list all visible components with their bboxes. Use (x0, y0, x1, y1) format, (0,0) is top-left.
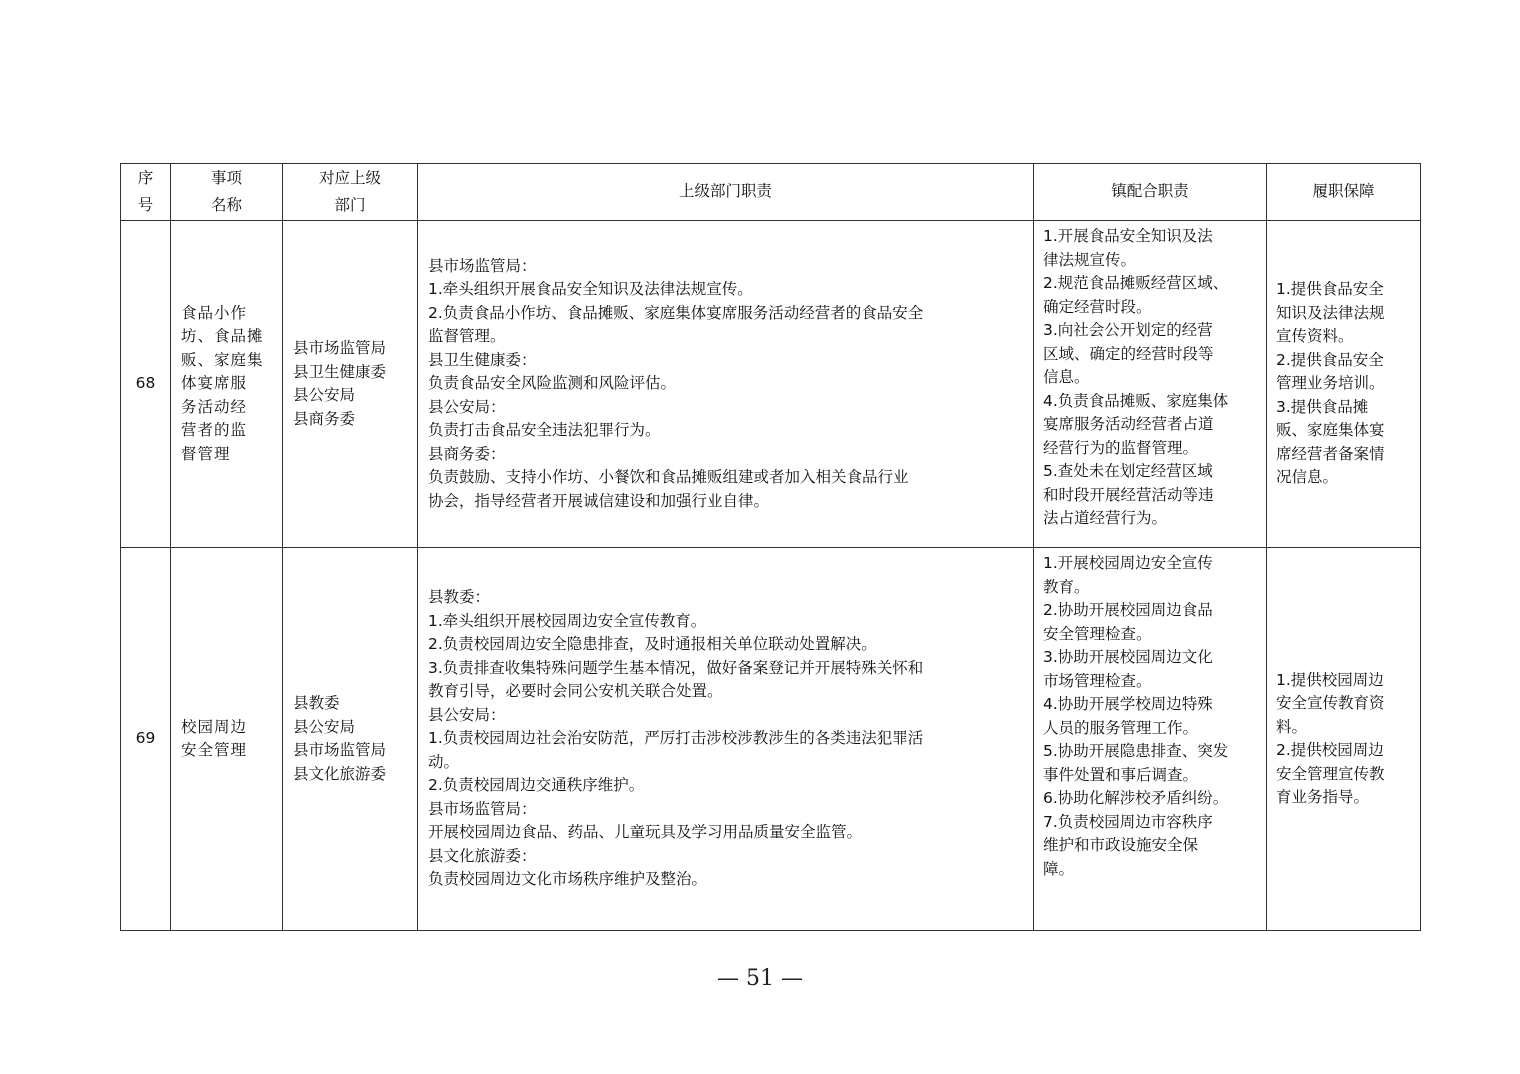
guarantee-line: 3.提供食品摊 (1276, 397, 1369, 416)
table-row (121, 548, 1421, 931)
page-number: — 51 — (717, 966, 803, 991)
town-duty-line: 1.开展食品安全知识及法 (1043, 227, 1213, 245)
town-duty-line: 4.负责食品摊贩、家庭集体 (1043, 391, 1229, 410)
town-duty-line: 安全管理检查。 (1043, 624, 1152, 643)
header-row (121, 164, 1421, 221)
item-name-line: 体宴席服 (181, 374, 248, 393)
guarantee (1267, 221, 1421, 548)
town-duty-line: 2.规范食品摊贩经营区域、 (1043, 274, 1229, 292)
town-duty-line: 障。 (1043, 859, 1075, 878)
guarantee-line: 1.提供校园周边 (1276, 670, 1384, 689)
superior-duty-line: 动。 (428, 752, 460, 771)
town-duty (1034, 221, 1267, 548)
item-name (171, 548, 283, 931)
superior-duty-line: 负责校园周边文化市场秩序维护及整治。 (428, 870, 708, 889)
town-duty-line: 维护和市政设施安全保 (1043, 836, 1199, 854)
guarantee-line: 安全宣传教育资 (1276, 694, 1385, 712)
guarantee-line: 育业务指导。 (1276, 788, 1370, 806)
town-duty-line: 7.负责校园周边市容秩序 (1043, 812, 1213, 831)
town-duty-line: 经营行为的监督管理。 (1043, 438, 1199, 457)
superior-duty-line: 协会，指导经营者开展诚信建设和加强行业自律。 (428, 491, 770, 510)
town-duty-line: 1.开展校园周边安全宣传 (1043, 554, 1213, 572)
duty-table (120, 163, 1421, 931)
superior-dept-line: 县卫生健康委 (293, 362, 387, 381)
guarantee-line: 料。 (1276, 717, 1308, 736)
header-superior-duty: 上级部门职责 (418, 164, 1034, 221)
superior-dept (283, 548, 418, 931)
superior-duty-line: 3.负责排查收集特殊问题学生基本情况，做好备案登记并开展特殊关怀和 (428, 658, 924, 677)
town-duty-line: 教育。 (1043, 577, 1090, 596)
town-duty-line: 事件处置和事后调查。 (1043, 765, 1199, 784)
duty-table-wrapper (120, 163, 1421, 931)
guarantee-line: 安全管理宣传教 (1276, 764, 1385, 783)
header-item-name: 事项 名称 (171, 164, 283, 221)
town-duty-line: 4.协助开展学校周边特殊 (1043, 695, 1213, 713)
superior-duty-line: 县文化旅游委： (428, 846, 537, 865)
guarantee-line: 席经营者备案情 (1276, 444, 1385, 463)
item-name-line: 营者的监 (181, 421, 248, 440)
guarantee-line: 2.提供食品安全 (1276, 350, 1384, 369)
town-duty-line: 市场管理检查。 (1043, 671, 1152, 690)
superior-duty-line: 县教委： (428, 588, 491, 607)
superior-duty-line: 县公安局： (428, 705, 506, 724)
row-number: 68 (121, 221, 171, 548)
superior-duty-line: 2.负责食品小作坊、食品摊贩、家庭集体宴席服务活动经营者的食品安全 (428, 303, 924, 322)
town-duty-line: 人员的服务管理工作。 (1043, 718, 1199, 737)
row-number: 69 (121, 548, 171, 931)
item-name (171, 221, 283, 548)
superior-duty-line: 县市场监管局： (428, 799, 537, 818)
header-town-duty: 镇配合职责 (1034, 164, 1267, 221)
town-duty-line: 3.协助开展校园周边文化 (1043, 648, 1213, 666)
guarantee-line: 管理业务培训。 (1276, 374, 1385, 393)
guarantee-line: 知识及法律法规 (1276, 303, 1385, 322)
town-duty-line: 信息。 (1043, 368, 1090, 386)
item-name-line: 务活动经 (181, 397, 248, 416)
guarantee-line: 2.提供校园周边 (1276, 741, 1384, 759)
item-name-line: 坊、食品摊 (181, 327, 264, 346)
superior-duty-line: 县公安局： (428, 397, 506, 416)
town-duty-line: 2.协助开展校园周边食品 (1043, 601, 1213, 619)
superior-duty-line: 教育引导，必要时会同公安机关联合处置。 (428, 682, 723, 701)
superior-duty (418, 221, 1034, 548)
superior-duty (418, 548, 1034, 931)
header-no: 序 号 (121, 164, 171, 221)
town-duty-line: 律法规宣传。 (1043, 250, 1137, 269)
town-duty-line: 法占道经营行为。 (1043, 509, 1168, 527)
superior-duty-line: 开展校园周边食品、药品、儿童玩具及学习用品质量安全监管。 (428, 823, 863, 842)
town-duty-line: 宴席服务活动经营者占道 (1043, 415, 1214, 433)
town-duty-line: 5.查处未在划定经营区域 (1043, 462, 1213, 480)
superior-dept-line: 县市场监管局 (293, 741, 387, 759)
item-name-line: 贩、家庭集 (181, 350, 264, 369)
guarantee-line: 宣传资料。 (1276, 327, 1354, 346)
town-duty-line: 确定经营时段。 (1043, 297, 1152, 316)
superior-duty-line: 负责食品安全风险监测和风险评估。 (428, 374, 677, 393)
table-row (121, 221, 1421, 548)
superior-duty-line: 负责打击食品安全违法犯罪行为。 (428, 421, 661, 440)
guarantee-line: 1.提供食品安全 (1276, 280, 1384, 299)
superior-duty-line: 2.负责校园周边安全隐患排查，及时通报相关单位联动处置解决。 (428, 635, 877, 654)
superior-duty-line: 县市场监管局： (428, 256, 537, 275)
superior-dept (283, 221, 418, 548)
superior-dept-line: 县市场监管局 (293, 339, 387, 357)
superior-dept-line: 县商务委 (293, 409, 356, 428)
superior-duty-line: 县商务委： (428, 444, 506, 463)
town-duty-line: 区域、确定的经营时段等 (1043, 344, 1214, 363)
guarantee-line: 况信息。 (1276, 468, 1339, 487)
header-guarantee: 履职保障 (1267, 164, 1421, 221)
town-duty-line: 3.向社会公开划定的经营 (1043, 321, 1213, 339)
town-duty-line: 6.协助化解涉校矛盾纠纷。 (1043, 789, 1229, 807)
item-name-line: 食品小作 (181, 303, 248, 322)
guarantee-line: 贩、家庭集体宴 (1276, 421, 1385, 440)
superior-duty-line: 县卫生健康委： (428, 350, 537, 369)
superior-duty-line: 监督管理。 (428, 327, 506, 346)
superior-duty-line: 1.牵头组织开展食品安全知识及法律法规宣传。 (428, 280, 753, 299)
superior-duty-line: 1.负责校园周边社会治安防范，严厉打击涉校涉教涉生的各类违法犯罪活 (428, 729, 924, 748)
header-superior-dept: 对应上级 部门 (283, 164, 418, 221)
superior-duty-line: 1.牵头组织开展校园周边安全宣传教育。 (428, 611, 707, 630)
town-duty (1034, 548, 1267, 931)
superior-duty-line: 负责鼓励、支持小作坊、小餐饮和食品摊贩组建或者加入相关食品行业 (428, 468, 909, 487)
item-name-line: 校园周边 (181, 717, 248, 736)
item-name-line: 安全管理 (181, 741, 248, 759)
superior-duty-line: 2.负责校园周边交通秩序维护。 (428, 776, 645, 795)
superior-dept-line: 县文化旅游委 (293, 764, 387, 783)
town-duty-line: 和时段开展经营活动等违 (1043, 485, 1214, 504)
item-name-line: 督管理 (181, 444, 231, 463)
superior-dept-line: 县公安局 (293, 386, 356, 404)
superior-dept-line: 县教委 (293, 694, 340, 712)
guarantee (1267, 548, 1421, 931)
superior-dept-line: 县公安局 (293, 717, 356, 736)
town-duty-line: 5.协助开展隐患排查、突发 (1043, 742, 1229, 760)
